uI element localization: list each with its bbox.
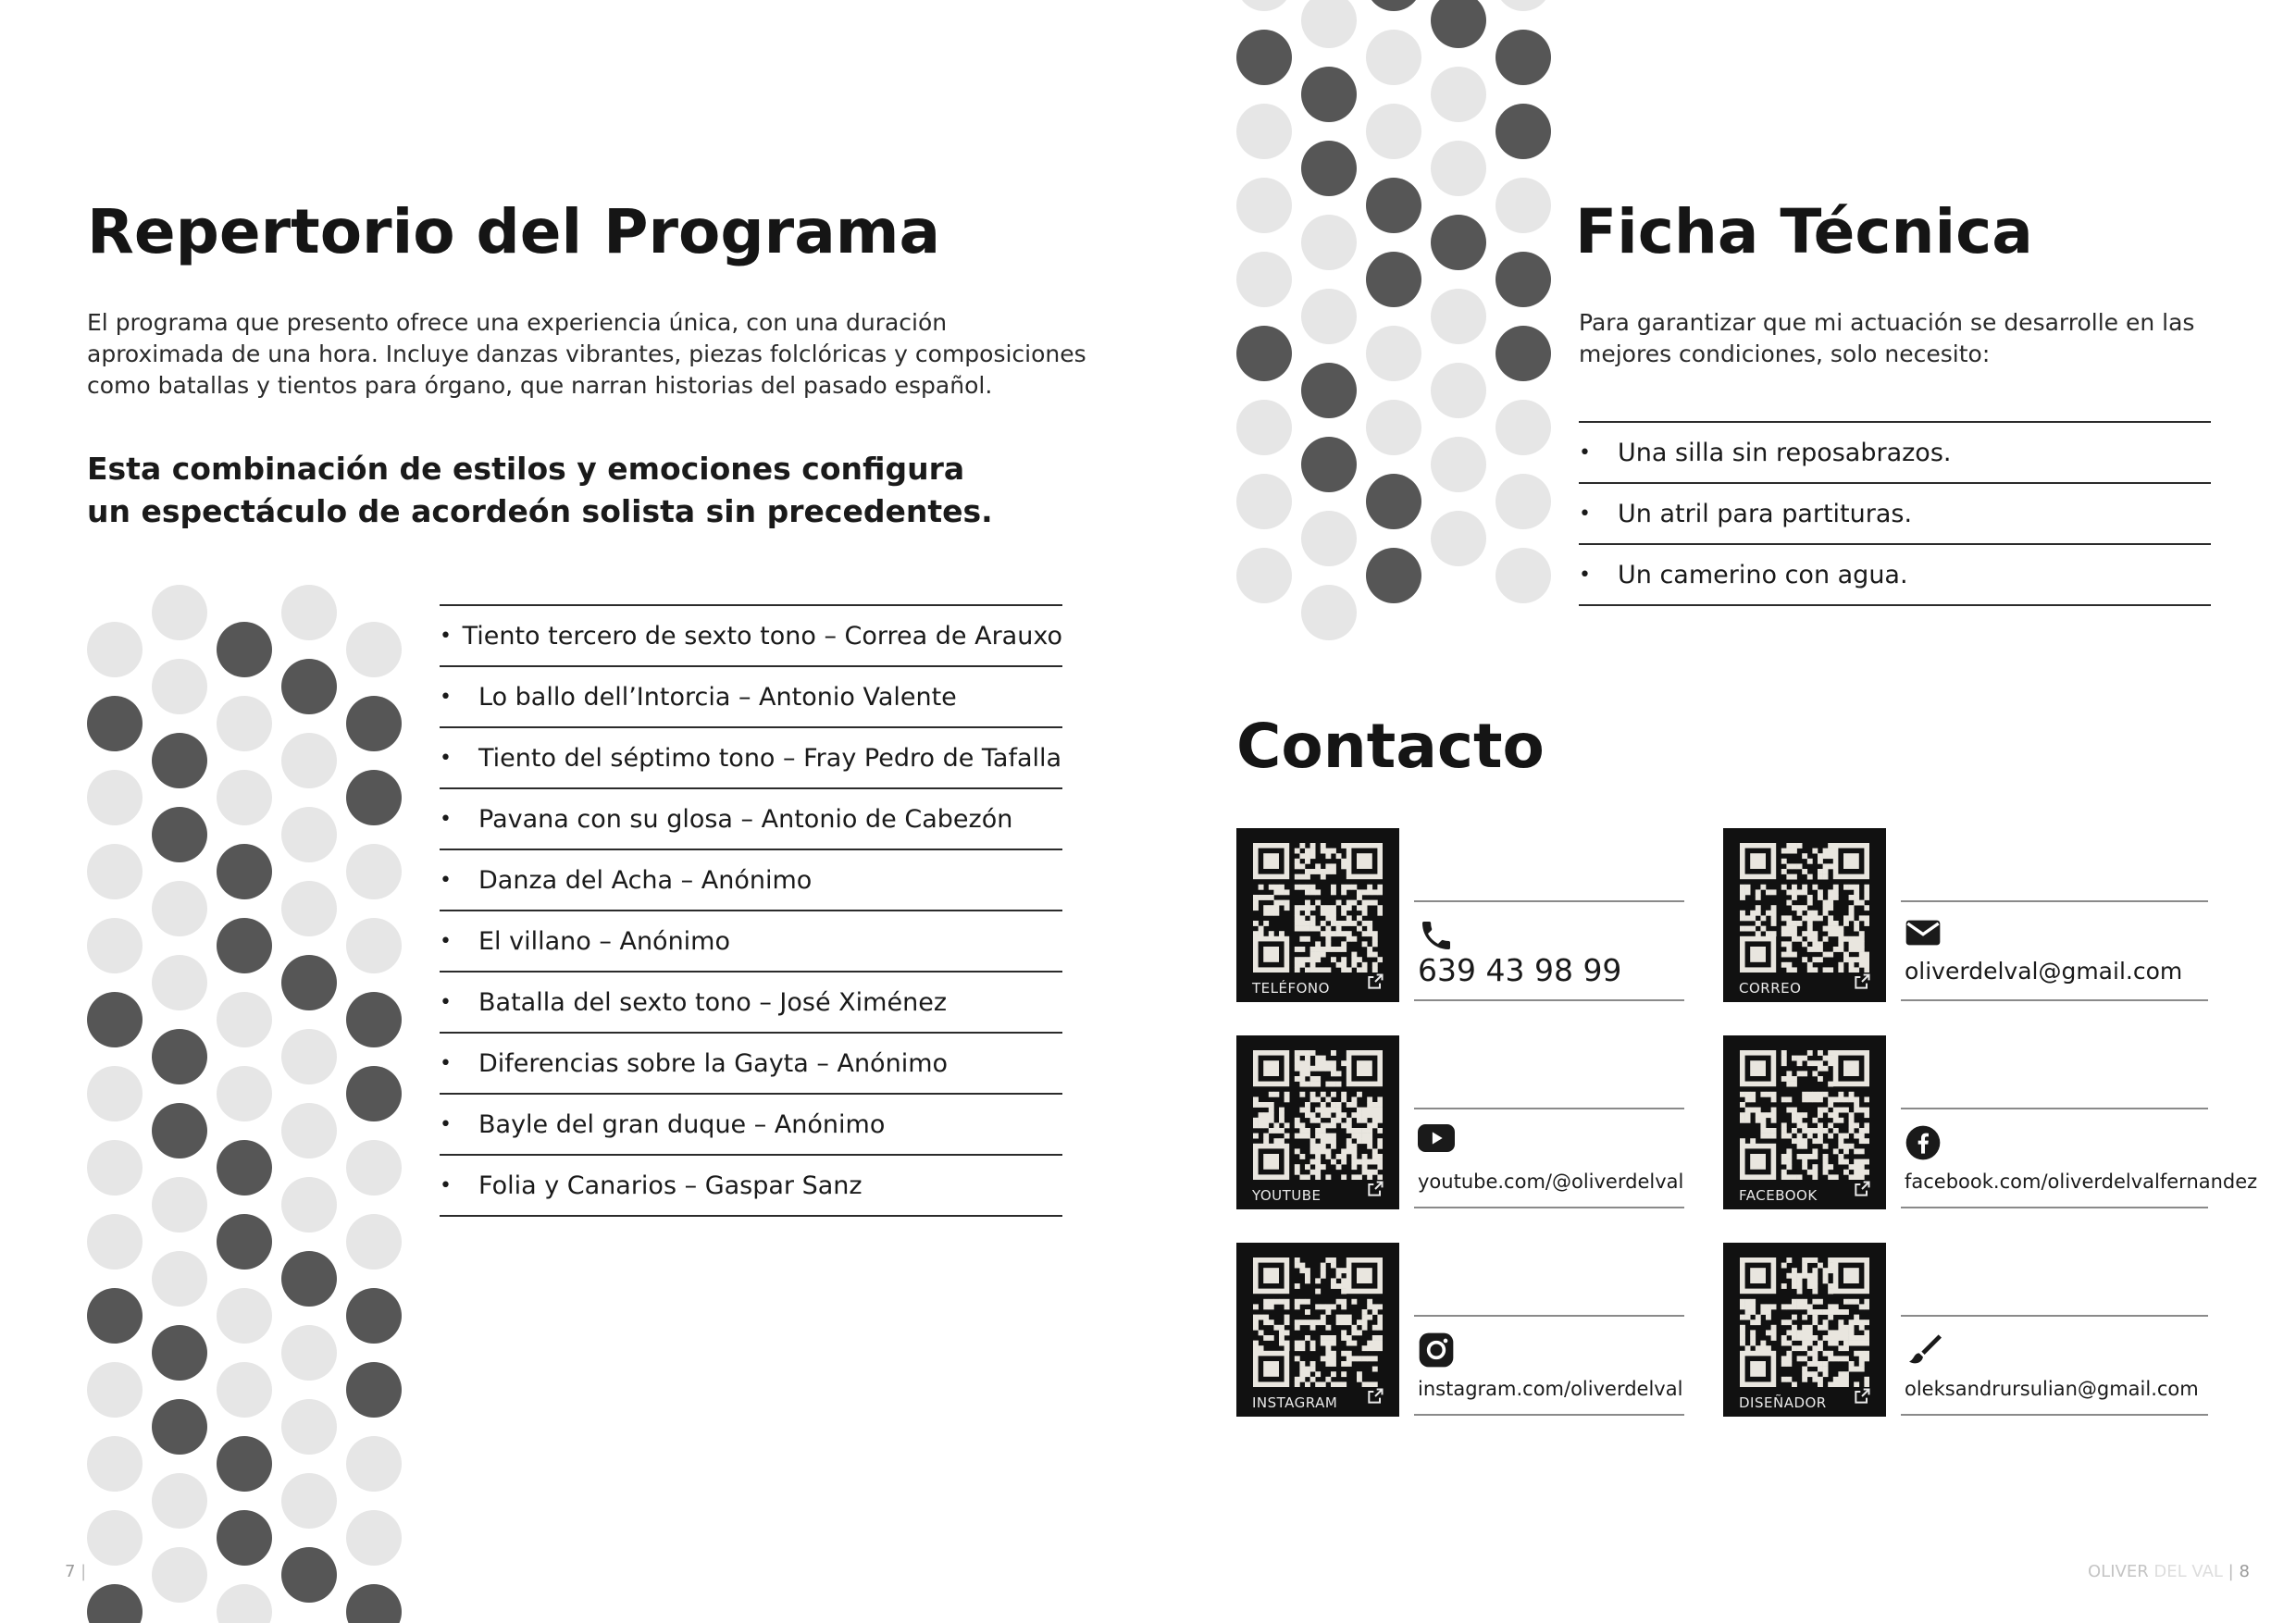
decorative-dot: [1431, 289, 1486, 344]
decorative-dot: [1496, 400, 1551, 455]
decorative-dot: [1366, 548, 1421, 603]
qr-code-diseñador[interactable]: [1723, 1243, 1886, 1417]
contact-value[interactable]: facebook.com/oliverdelvalfernandez: [1905, 1171, 2258, 1193]
decorative-dot: [1366, 104, 1421, 159]
bullet-point: •: [440, 990, 452, 1014]
qr-label: FACEBOOK: [1739, 1187, 1818, 1204]
decorative-dot: [87, 696, 143, 751]
list-item: [440, 728, 1062, 789]
decorative-dot: [1431, 67, 1486, 122]
list-item: [440, 606, 1062, 667]
decorative-dot: [346, 770, 402, 825]
decorative-dot: [87, 1584, 143, 1623]
decorative-dot: [1301, 67, 1357, 122]
decorative-dot: [281, 1103, 337, 1158]
qr-label: DISEÑADOR: [1739, 1394, 1827, 1411]
divider: [1901, 1315, 2208, 1317]
decorative-dot: [217, 918, 272, 973]
decorative-dot: [217, 1436, 272, 1492]
list-item: [440, 667, 1062, 728]
decorative-dot: [152, 1325, 207, 1381]
repertoire-title: Repertorio del Programa: [87, 196, 941, 267]
decorative-dot: [346, 1436, 402, 1492]
list-item: [440, 1156, 1062, 1217]
external-link-icon: [1366, 1180, 1384, 1202]
decorative-dot: [281, 1177, 337, 1233]
youtube-icon: [1418, 1124, 1455, 1156]
contact-value[interactable]: oliverdelval@gmail.com: [1905, 958, 2183, 985]
decorative-dot: [152, 1547, 207, 1603]
decorative-dot: [87, 1214, 143, 1270]
decorative-dot: [1301, 0, 1357, 48]
page-number-left: 7 |: [65, 1562, 87, 1581]
bullet-point: •: [440, 685, 452, 709]
decorative-dot: [87, 1066, 143, 1121]
decorative-dot: [217, 622, 272, 677]
decorative-dot: [87, 770, 143, 825]
repertoire-lead: Esta combinación de estilos y emociones configura un espectáculo de acordeón solista sin precedentes.: [87, 451, 993, 529]
qr-label: TELÉFONO: [1252, 980, 1330, 997]
list-item: [440, 789, 1062, 850]
decorative-dot: [152, 733, 207, 788]
repertoire-intro: El programa que presento ofrece una experiencia única, con una duración aproximada de una hora. Incluye danzas vibrantes, piezas folclóricas y composiciones como batallas y tientos para órgano, que narran historias del pasado español.: [87, 309, 1086, 399]
bullet-point: •: [1579, 440, 1591, 465]
decorative-dot: [152, 1473, 207, 1529]
decorative-dot: [1236, 178, 1292, 233]
decorative-dot: [1236, 30, 1292, 85]
bullet-point: •: [440, 929, 452, 953]
decorative-dot: [1236, 326, 1292, 381]
decorative-dot: [217, 844, 272, 899]
list-item-text: Tiento tercero de sexto tono – Correa de Arauxo: [462, 621, 1062, 650]
decorative-dot: [152, 1177, 207, 1233]
list-item: [1579, 423, 2211, 484]
decorative-dot: [1236, 474, 1292, 529]
external-link-icon: [1366, 973, 1384, 995]
decorative-dot: [87, 844, 143, 899]
decorative-dot: [87, 622, 143, 677]
decorative-dot: [1431, 141, 1486, 196]
decorative-dot: [1301, 141, 1357, 196]
decorative-dot: [281, 1251, 337, 1307]
decorative-dot: [346, 1362, 402, 1418]
list-item: [440, 1095, 1062, 1156]
decorative-dot: [1496, 178, 1551, 233]
decorative-dot: [346, 1214, 402, 1270]
decorative-dot: [1496, 104, 1551, 159]
divider: [1414, 1108, 1684, 1109]
qr-label: YOUTUBE: [1252, 1187, 1322, 1204]
decorative-dot: [217, 1140, 272, 1196]
decorative-dot: [281, 1029, 337, 1084]
decorative-dot: [1301, 215, 1357, 270]
decorative-dot: [87, 1288, 143, 1344]
decorative-dot: [217, 1214, 272, 1270]
tech-sheet-intro: Para garantizar que mi actuación se desarrolle en las mejores condiciones, solo necesito:: [1579, 309, 2195, 367]
decorative-dot: [281, 1399, 337, 1455]
decorative-dot: [1496, 474, 1551, 529]
decorative-dot: [281, 881, 337, 936]
list-item-text: Bayle del gran duque – Anónimo: [478, 1109, 886, 1139]
decorative-dot: [217, 992, 272, 1047]
decorative-dot: [152, 955, 207, 1010]
bullet-point: •: [440, 746, 452, 770]
decorative-dot: [1366, 326, 1421, 381]
decorative-dot: [1496, 30, 1551, 85]
list-item-text: Diferencias sobre la Gayta – Anónimo: [478, 1048, 949, 1078]
qr-code-instagram[interactable]: [1236, 1243, 1399, 1417]
decorative-dot: [1236, 548, 1292, 603]
decorative-dot: [1301, 363, 1357, 418]
decorative-dot: [346, 1288, 402, 1344]
bullet-point: •: [440, 807, 452, 831]
decorative-dot: [1496, 252, 1551, 307]
decorative-dot: [87, 1362, 143, 1418]
contact-value[interactable]: 639 43 98 99: [1418, 952, 1622, 988]
decorative-dot: [281, 1473, 337, 1529]
external-link-icon: [1366, 1387, 1384, 1409]
divider: [1901, 900, 2208, 902]
decorative-dot: [1431, 0, 1486, 48]
decorative-dot: [346, 844, 402, 899]
bullet-point: •: [440, 1051, 452, 1075]
bullet-point: •: [440, 868, 452, 892]
envelope-icon: [1905, 917, 1942, 952]
external-link-icon: [1853, 1387, 1871, 1409]
decorative-dot: [217, 1288, 272, 1344]
decorative-dot: [1366, 252, 1421, 307]
list-item-text: Folia y Canarios – Gaspar Sanz: [478, 1171, 863, 1200]
decorative-dot: [1301, 437, 1357, 492]
bullet-point: •: [440, 1112, 452, 1136]
list-item-text: Un camerino con agua.: [1618, 560, 1908, 589]
decorative-dot: [87, 918, 143, 973]
decorative-dot: [1366, 474, 1421, 529]
decorative-dot: [346, 992, 402, 1047]
decorative-dot: [1431, 511, 1486, 566]
decorative-dot: [346, 1510, 402, 1566]
external-link-icon: [1853, 973, 1871, 995]
tech-sheet-title: Ficha Técnica: [1575, 196, 2033, 267]
requirements-list: [1579, 421, 2211, 606]
decorative-dot: [281, 585, 337, 640]
bullet-point: •: [1579, 563, 1591, 587]
decorative-dot: [1301, 585, 1357, 640]
decorative-dot: [1236, 0, 1292, 11]
decorative-dot: [1496, 0, 1551, 11]
decorative-dot: [217, 1066, 272, 1121]
divider: [1414, 1315, 1684, 1317]
divider: [1414, 900, 1684, 902]
decorative-dot: [346, 696, 402, 751]
decorative-dot: [217, 1362, 272, 1418]
list-item-text: Un atril para partituras.: [1618, 499, 1913, 528]
divider: [1901, 1207, 2208, 1208]
divider: [1901, 1414, 2208, 1416]
decorative-dot: [281, 1325, 337, 1381]
footer-brand: OLIVER DEL VAL: [2088, 1562, 2223, 1581]
decorative-dot: [346, 622, 402, 677]
decorative-dot-pattern-right: [1231, 0, 1564, 648]
list-item-text: Pavana con su glosa – Antonio de Cabezón: [478, 804, 1013, 834]
decorative-dot: [87, 1510, 143, 1566]
decorative-dot: [1366, 0, 1421, 11]
decorative-dot: [152, 585, 207, 640]
list-item: [440, 850, 1062, 911]
decorative-dot: [346, 1066, 402, 1121]
list-item-text: Una silla sin reposabrazos.: [1618, 438, 1952, 467]
repertoire-list: [440, 604, 1062, 1217]
contact-title: Contacto: [1236, 711, 1545, 782]
qr-label: INSTAGRAM: [1252, 1394, 1338, 1411]
decorative-dot-pattern-left: [83, 583, 416, 1623]
decorative-dot: [1431, 363, 1486, 418]
decorative-dot: [1431, 437, 1486, 492]
divider: [1414, 1207, 1684, 1208]
bullet-point: •: [440, 1173, 452, 1197]
decorative-dot: [152, 1103, 207, 1158]
decorative-dot: [281, 807, 337, 862]
list-item: [1579, 484, 2211, 545]
qr-label: CORREO: [1739, 980, 1802, 997]
instagram-icon: [1418, 1332, 1455, 1372]
decorative-dot: [346, 918, 402, 973]
decorative-dot: [1236, 400, 1292, 455]
external-link-icon: [1853, 1180, 1871, 1202]
decorative-dot: [152, 1029, 207, 1084]
contact-value[interactable]: youtube.com/@oliverdelval: [1418, 1171, 1684, 1193]
list-item: [1579, 545, 2211, 606]
decorative-dot: [217, 696, 272, 751]
page-footer-right: OLIVER DEL VAL | 8: [2088, 1562, 2250, 1581]
qr-code-teléfono[interactable]: [1236, 828, 1399, 1002]
decorative-dot: [1431, 215, 1486, 270]
decorative-dot: [152, 881, 207, 936]
decorative-dot: [152, 807, 207, 862]
decorative-dot: [87, 992, 143, 1047]
list-item: [440, 911, 1062, 973]
bullet-point: •: [1579, 502, 1591, 526]
decorative-dot: [1236, 252, 1292, 307]
list-item: [440, 1034, 1062, 1095]
list-item-text: Batalla del sexto tono – José Ximénez: [478, 987, 947, 1017]
decorative-dot: [1366, 400, 1421, 455]
divider: [1901, 999, 2208, 1001]
brush-icon: [1905, 1332, 1942, 1372]
decorative-dot: [152, 659, 207, 714]
decorative-dot: [1366, 30, 1421, 85]
decorative-dot: [281, 955, 337, 1010]
list-item-text: Danza del Acha – Anónimo: [478, 865, 813, 895]
divider: [1414, 1414, 1684, 1416]
decorative-dot: [346, 1140, 402, 1196]
contact-value[interactable]: instagram.com/oliverdelval: [1418, 1378, 1683, 1400]
qr-code-youtube[interactable]: [1236, 1035, 1399, 1209]
decorative-dot: [152, 1251, 207, 1307]
decorative-dot: [346, 1584, 402, 1623]
list-item-text: Tiento del séptimo tono – Fray Pedro de Tafalla: [478, 743, 1062, 773]
decorative-dot: [217, 1510, 272, 1566]
decorative-dot: [87, 1140, 143, 1196]
decorative-dot: [1496, 548, 1551, 603]
qr-code-facebook[interactable]: [1723, 1035, 1886, 1209]
list-item-text: Lo ballo dell’Intorcia – Antonio Valente: [478, 682, 957, 712]
divider: [1901, 1108, 2208, 1109]
bullet-point: •: [440, 624, 452, 648]
decorative-dot: [1301, 289, 1357, 344]
decorative-dot: [1496, 326, 1551, 381]
decorative-dot: [1366, 178, 1421, 233]
decorative-dot: [281, 733, 337, 788]
divider: [1414, 999, 1684, 1001]
decorative-dot: [1301, 511, 1357, 566]
list-item-text: El villano – Anónimo: [478, 926, 731, 956]
decorative-dot: [217, 770, 272, 825]
facebook-icon: [1905, 1124, 1942, 1165]
decorative-dot: [1236, 104, 1292, 159]
contact-value[interactable]: oleksandrursulian@gmail.com: [1905, 1378, 2199, 1400]
decorative-dot: [281, 1547, 337, 1603]
qr-code-correo[interactable]: [1723, 828, 1886, 1002]
decorative-dot: [281, 659, 337, 714]
decorative-dot: [217, 1584, 272, 1623]
list-item: [440, 973, 1062, 1034]
decorative-dot: [87, 1436, 143, 1492]
decorative-dot: [152, 1399, 207, 1455]
